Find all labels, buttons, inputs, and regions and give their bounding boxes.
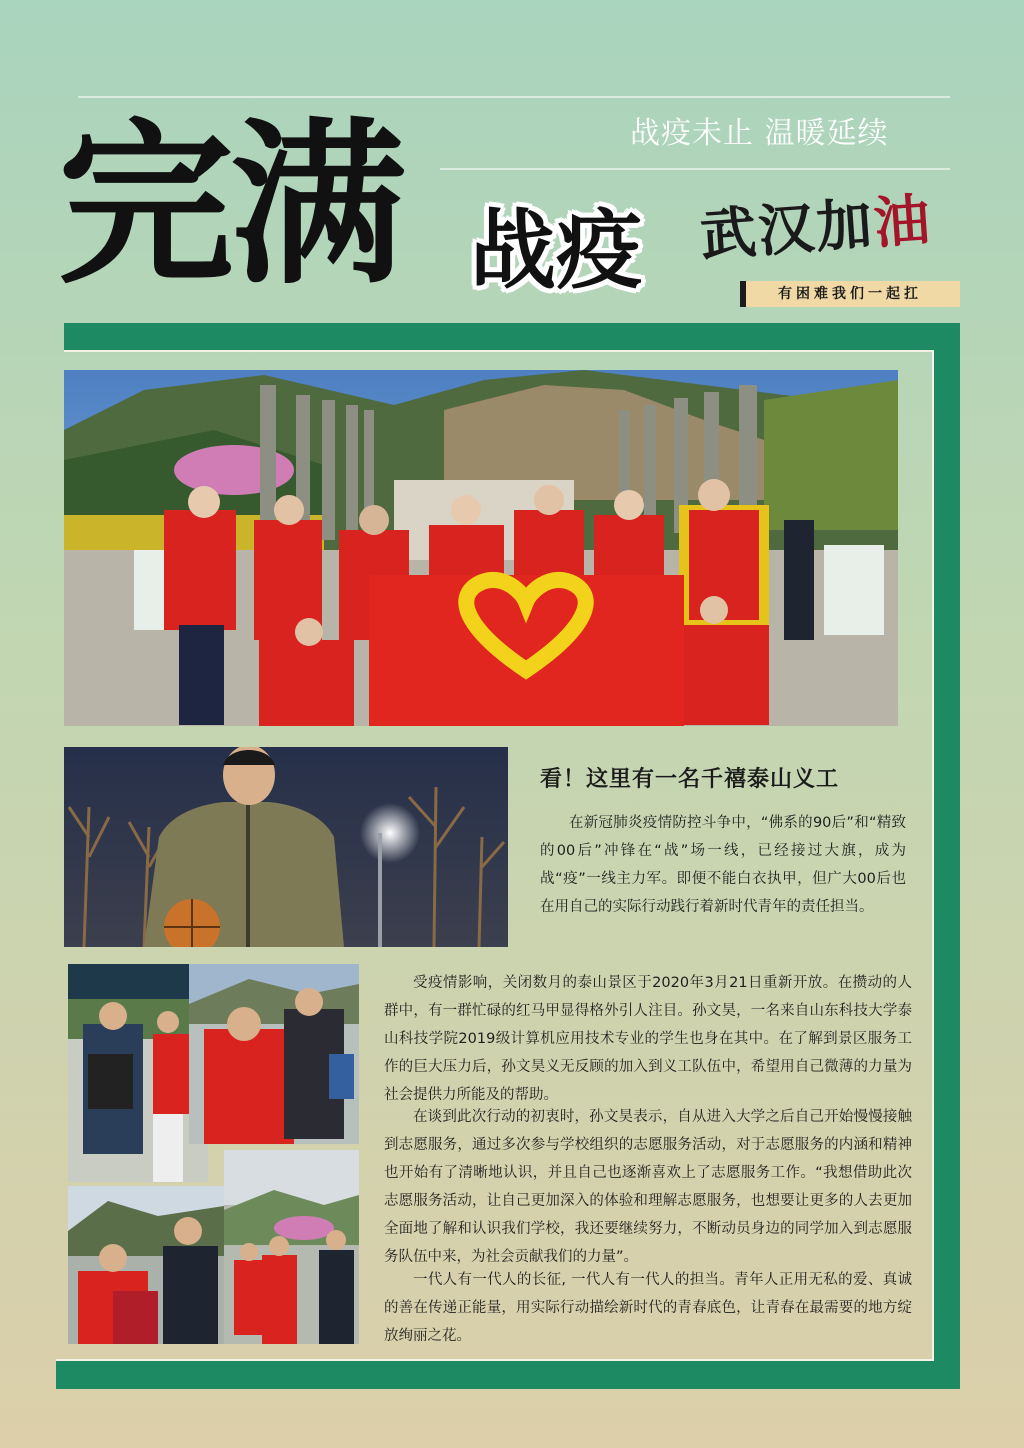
collage-photo-1 bbox=[68, 964, 208, 1182]
frame-inner-line-bottom bbox=[56, 1359, 934, 1361]
article-paragraph-2: 受疫情影响，关闭数月的泰山景区于2020年3月21日重新开放。在攒动的人群中，有一群忙碌的红马甲显得格外引人注目。孙文昊，一名来自山东科技大学泰山科技学院2019级计算机应用技术专业的学生也身在其中。在了解到景区服务工作的巨大压力后，孙文昊义无反顾的加入到义工队伍中，希望用自己微薄的力量为社会提供力所能及的帮助。 bbox=[384, 975, 912, 1103]
frame-right-bar bbox=[934, 323, 960, 1389]
frame-top-bar bbox=[64, 323, 960, 351]
frame-bottom-bar bbox=[56, 1361, 960, 1389]
top-divider-line bbox=[78, 96, 950, 98]
calligraphy-title-last: 油 bbox=[871, 186, 935, 257]
collage-photo-4 bbox=[224, 1150, 359, 1344]
collage-photo-3 bbox=[68, 1186, 224, 1344]
article-paragraph-3: 在谈到此次行动的初衷时，孙文昊表示，自从进入大学之后自己开始慢慢接触到志愿服务，通过多次参与学校组织的志愿服务活动，对于志愿服务的内涵和精神也开始有了清晰地认识，并且自己也逐渐喜欢上了志愿服务工作。“我想借助此次志愿服务活动，让自己更加深入的体验和理解志愿服务，也想要让更多的人去更加全面地了解和认识我们学校，我还要继续努力，不断动员身边的同学加入到志愿服务队伍中来，为社会贡献我们的力量”。 bbox=[384, 1109, 912, 1265]
frame-inner-line-top bbox=[64, 350, 934, 352]
group-photo bbox=[64, 370, 898, 726]
poster-subtitle: 战疫未止 温暖延续 bbox=[630, 116, 889, 151]
frame-inner-line-right bbox=[932, 350, 934, 1360]
calligraphy-title bbox=[697, 186, 935, 270]
collage-photo-2 bbox=[189, 964, 359, 1144]
article-heading: 看！这里有一名千禧泰山义工 bbox=[540, 767, 840, 792]
article-paragraph-4: 一代人有一代人的长征, 一代人有一代人的担当。青年人正用无私的爱、真诚的善在传递正能量，用实际行动描绘新时代的青春底色，让青春在最需要的地方绽放绚丽之花。 bbox=[384, 1272, 912, 1344]
article-paragraph-1: 在新冠肺炎疫情防控斗争中，“佛系的90后”和“精致的00后”冲锋在“战”场一线，已经接过大旗，成为战“疫”一线主力军。即便不能白衣执甲，但广大00后也在用自己的实际行动践行着新时代青年的责任担当。 bbox=[540, 815, 906, 915]
main-title: 完满 bbox=[58, 103, 403, 308]
slogan-banner: 有困难我们一起扛 bbox=[740, 281, 960, 307]
mid-divider-line bbox=[440, 168, 950, 170]
portrait-photo bbox=[64, 747, 508, 947]
secondary-title: 战疫 bbox=[470, 201, 642, 301]
calligraphy-title-main: 武汉加 bbox=[697, 191, 877, 270]
